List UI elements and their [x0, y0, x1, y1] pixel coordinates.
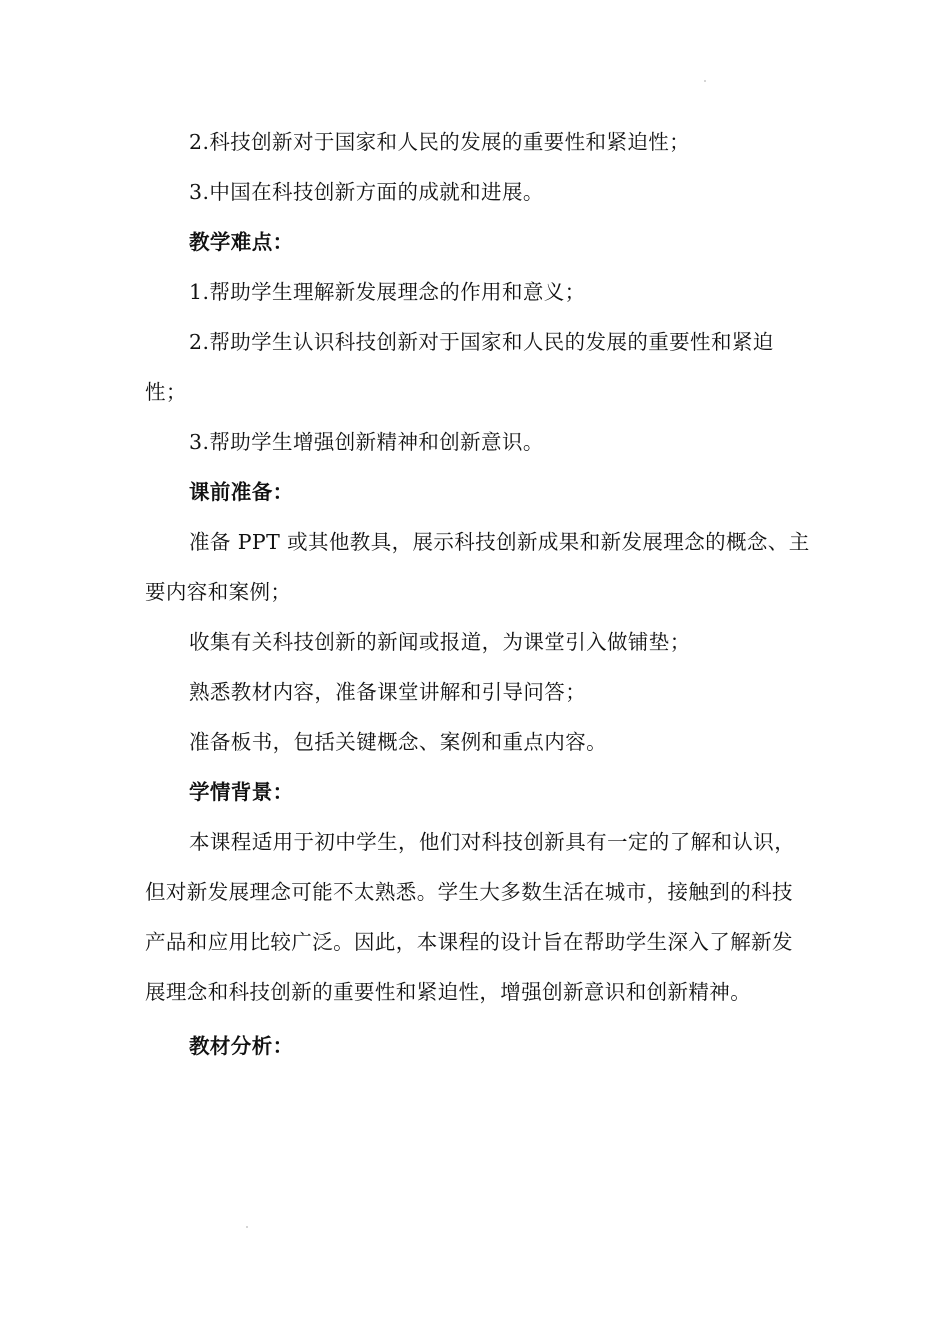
difficulty-item: 1.帮助学生理解新发展理念的作用和意义；: [189, 280, 586, 304]
scan-mark: [246, 1226, 248, 1228]
preparation-item: 准备板书，包括关键概念、案例和重点内容。: [189, 730, 607, 754]
preparation-item: 准备 PPT 或其他教具，展示科技创新成果和新发展理念的概念、主要内容和案例；: [145, 530, 810, 604]
background-heading: 学情背景：: [189, 780, 294, 804]
scan-mark: [704, 80, 706, 82]
preparation-item: 收集有关科技创新的新闻或报道，为课堂引入做铺垫；: [189, 630, 691, 654]
preparation-item: 熟悉教材内容，准备课堂讲解和引导问答；: [189, 680, 587, 704]
difficulty-item: 3.帮助学生增强创新精神和创新意识。: [189, 430, 544, 454]
key-point-item: 3.中国在科技创新方面的成就和进展。: [189, 180, 544, 204]
document-body: [145, 117, 810, 1071]
difficulty-item: 2.帮助学生认识科技创新对于国家和人民的发展的重要性和紧迫性；: [145, 330, 774, 404]
difficulty-heading: 教学难点：: [189, 230, 294, 254]
key-point-item: 2.科技创新对于国家和人民的发展的重要性和紧迫性；: [189, 130, 691, 154]
background-paragraph: 本课程适用于初中学生，他们对科技创新具有一定的了解和认识，但对新发展理念可能不太熟悉。学生大多数生活在城市，接触到的科技产品和应用比较广泛。因此，本课程的设计旨在帮助学生深入了解新发展理念和科技创新的重要性和紧迫性，增强创新意识和创新精神。: [145, 830, 796, 1004]
preparation-heading: 课前准备：: [189, 480, 294, 504]
analysis-heading: 教材分析：: [189, 1034, 294, 1058]
